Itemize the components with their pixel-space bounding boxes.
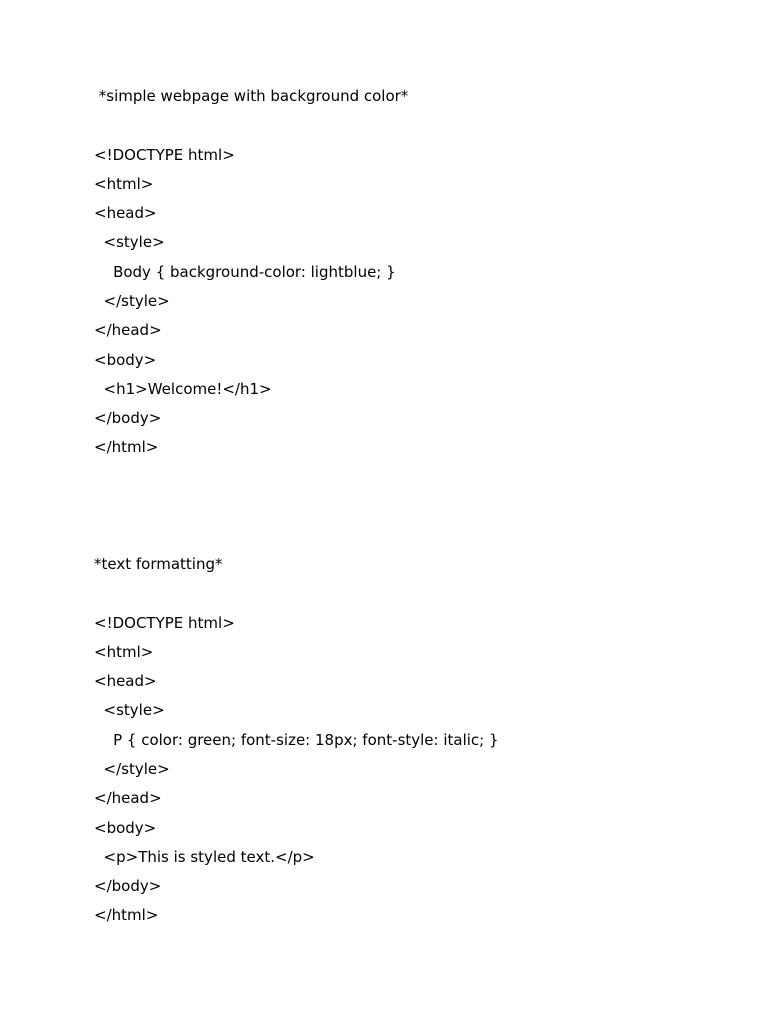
code-line: </html> (94, 438, 159, 457)
code-line: P { color: green; font-size: 18px; font-style: italic; } (94, 730, 499, 749)
code-block (94, 613, 734, 935)
code-line: <p>This is styled text.</p> (94, 847, 315, 866)
code-line: <h1>Welcome!</h1> (94, 379, 272, 398)
code-line: </head> (94, 321, 162, 340)
code-line: <body> (94, 818, 157, 837)
code-line: <html> (94, 642, 154, 661)
code-line: <body> (94, 350, 157, 369)
code-line: <style> (94, 233, 165, 252)
code-line: <html> (94, 174, 154, 193)
code-line: </head> (94, 789, 162, 808)
section-text-formatting-example (94, 554, 734, 935)
section-heading: *text formatting* (94, 555, 223, 573)
code-block (94, 145, 734, 467)
code-line: <style> (94, 701, 165, 720)
code-line: </style> (94, 759, 170, 778)
section-heading: *simple webpage with background color* (94, 87, 409, 105)
code-line: Body { background-color: lightblue; } (94, 262, 396, 281)
section-background-color-example (94, 86, 734, 467)
code-line: </style> (94, 291, 170, 310)
code-line: </body> (94, 409, 162, 428)
code-line: <!DOCTYPE html> (94, 145, 235, 164)
code-line: <!DOCTYPE html> (94, 613, 235, 632)
code-line: <head> (94, 204, 157, 223)
code-line: </html> (94, 906, 159, 925)
code-line: </body> (94, 877, 162, 896)
code-line: <head> (94, 672, 157, 691)
